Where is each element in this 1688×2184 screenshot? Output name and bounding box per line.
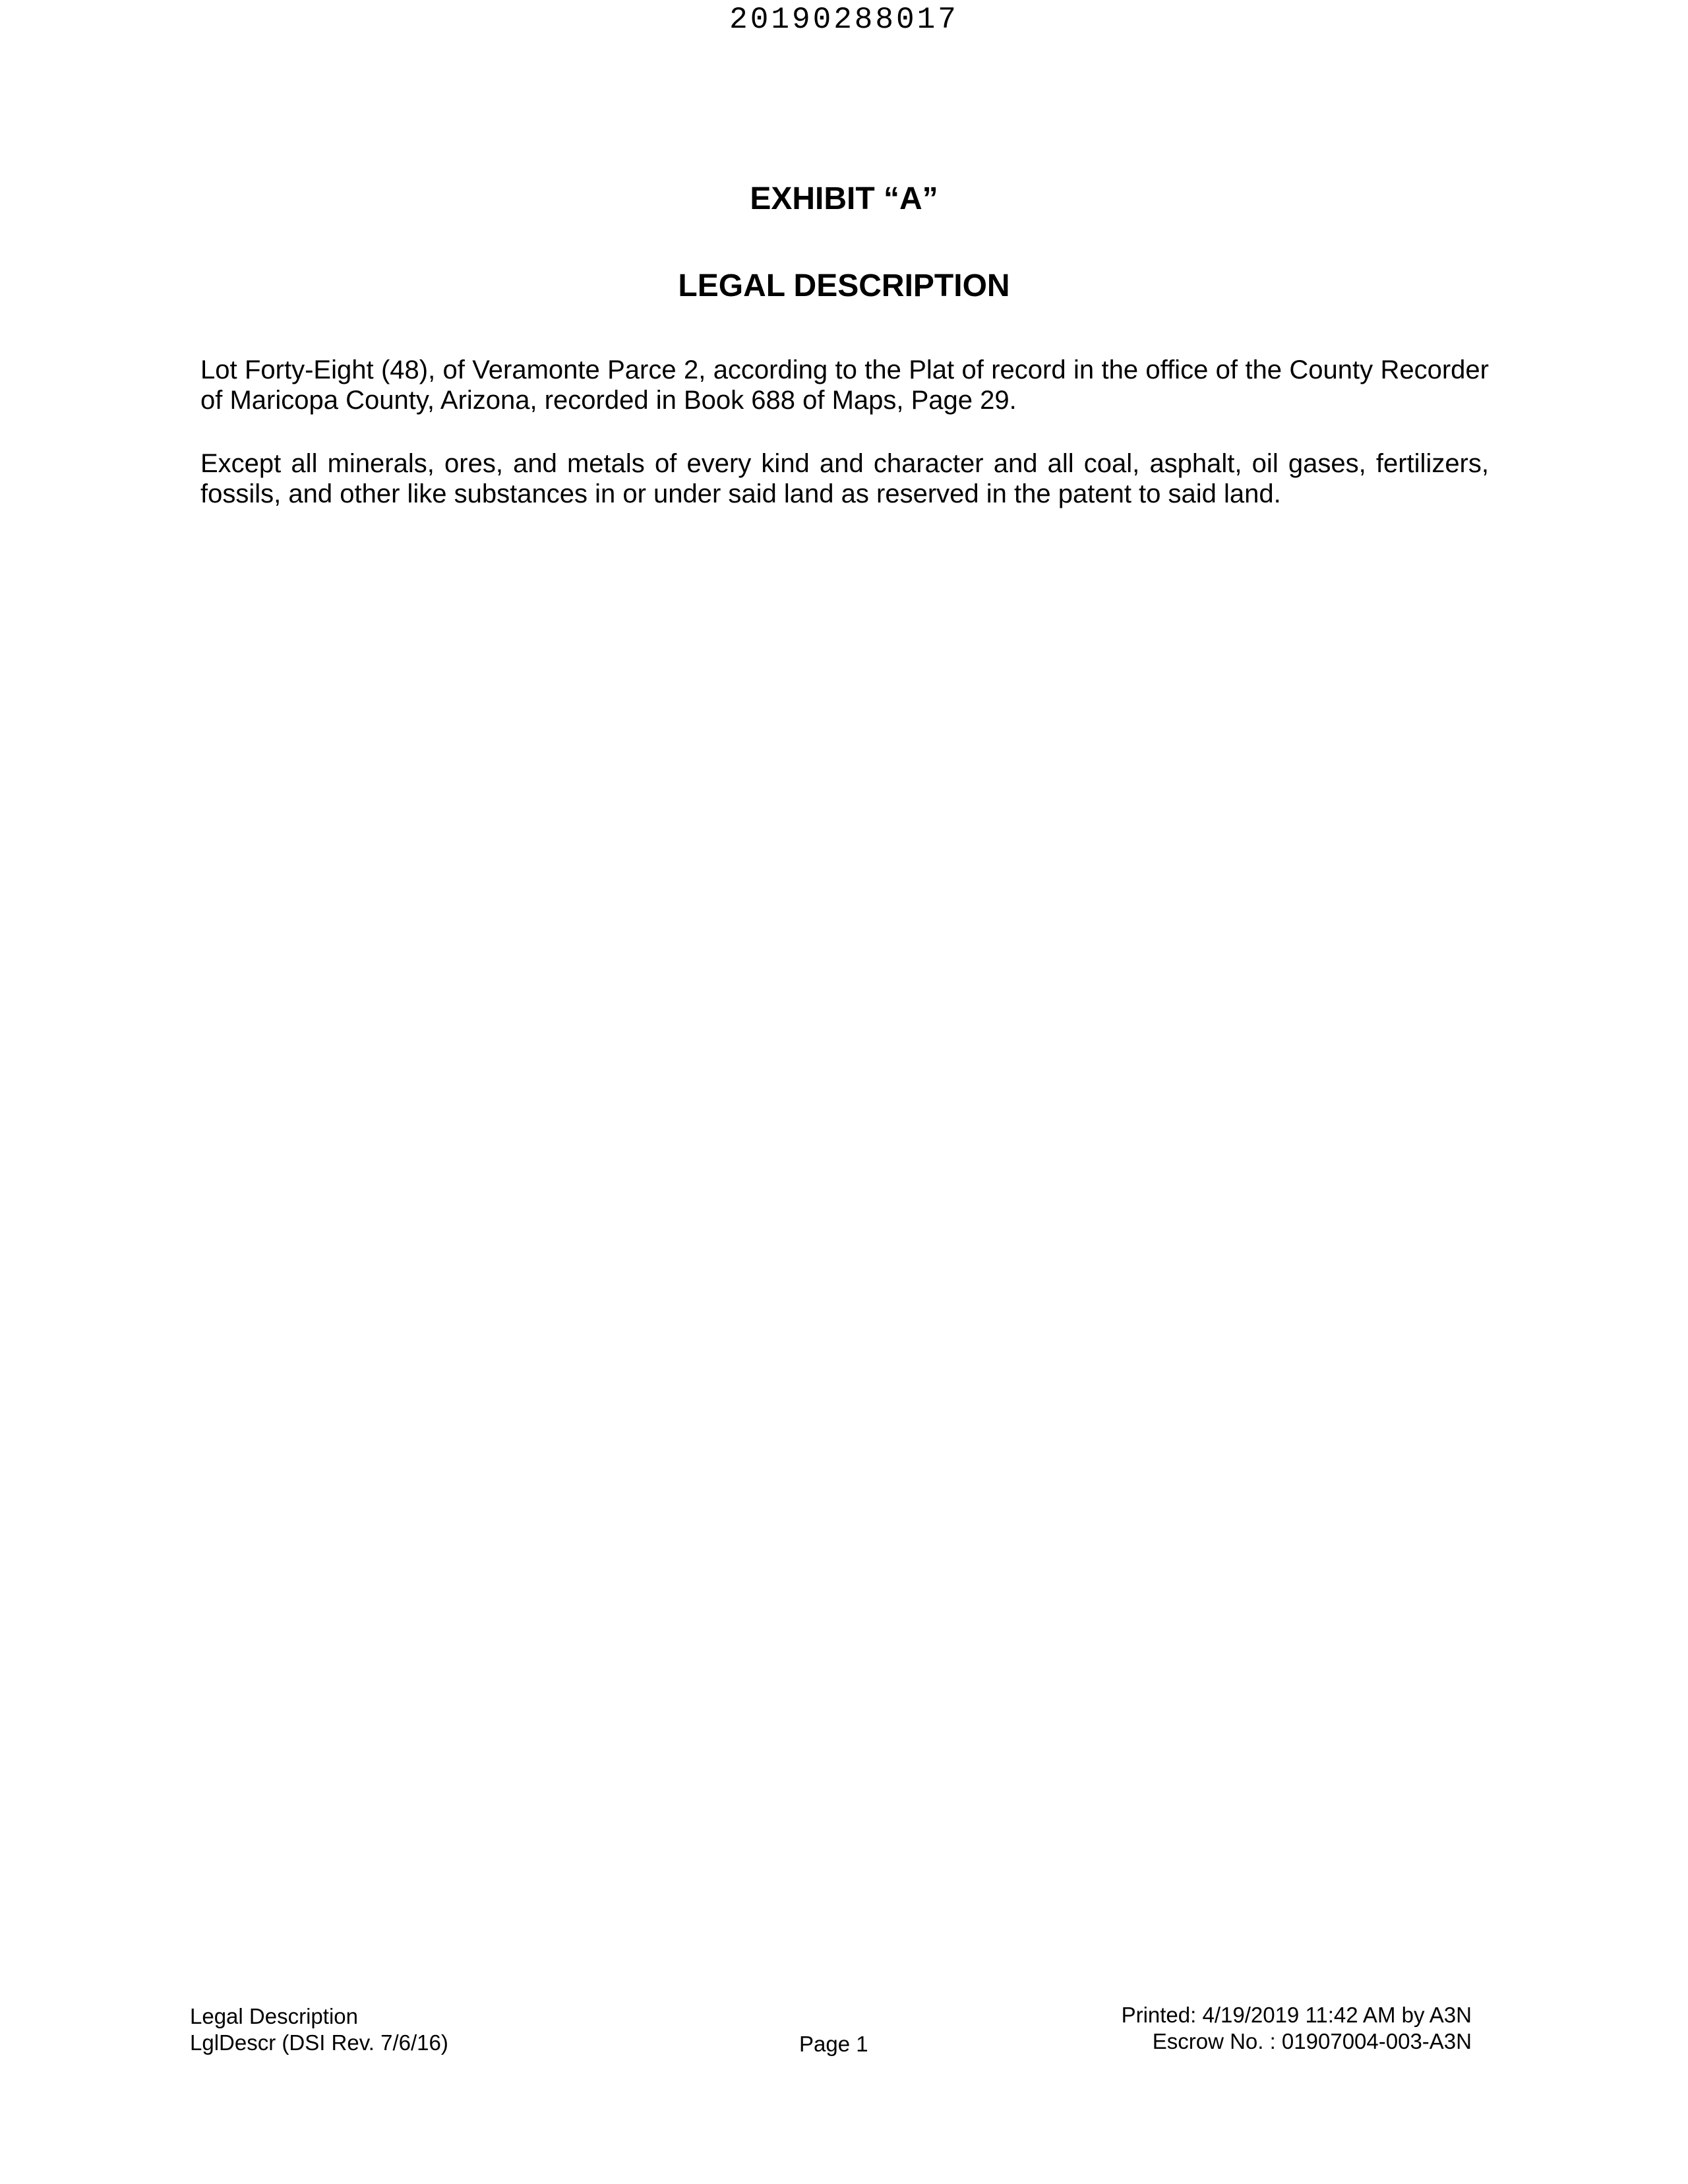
exception-paragraph: Except all minerals, ores, and metals of every kind and character and all coal, asphalt, oil gases, fertilizers, fossils, and other like substances in or under said land as reserved in the patent to said land.: [200, 449, 1489, 508]
page-number: Page 1: [799, 2032, 868, 2056]
legal-description-paragraph: Lot Forty-Eight (48), of Veramonte Parce 2, according to the Plat of record in the office of the County Recorder of Maricopa County, Arizona, recorded in Book 688 of Maps, Page 29.: [200, 355, 1489, 415]
footer-left: [190, 2003, 448, 2056]
escrow-number: Escrow No. : 01907004-003-A3N: [1152, 2029, 1472, 2053]
document-number: 20190288017: [729, 3, 959, 37]
section-title: LEGAL DESCRIPTION: [678, 268, 1010, 303]
printed-info: Printed: 4/19/2019 11:42 AM by A3N: [1121, 2003, 1472, 2027]
footer-form-title: Legal Description: [190, 2004, 358, 2028]
footer-center: [799, 2031, 868, 2057]
footer-form-code: LglDescr (DSI Rev. 7/6/16): [190, 2030, 448, 2055]
footer-right: [1122, 2002, 1472, 2055]
exhibit-title: EXHIBIT “A”: [750, 181, 938, 216]
